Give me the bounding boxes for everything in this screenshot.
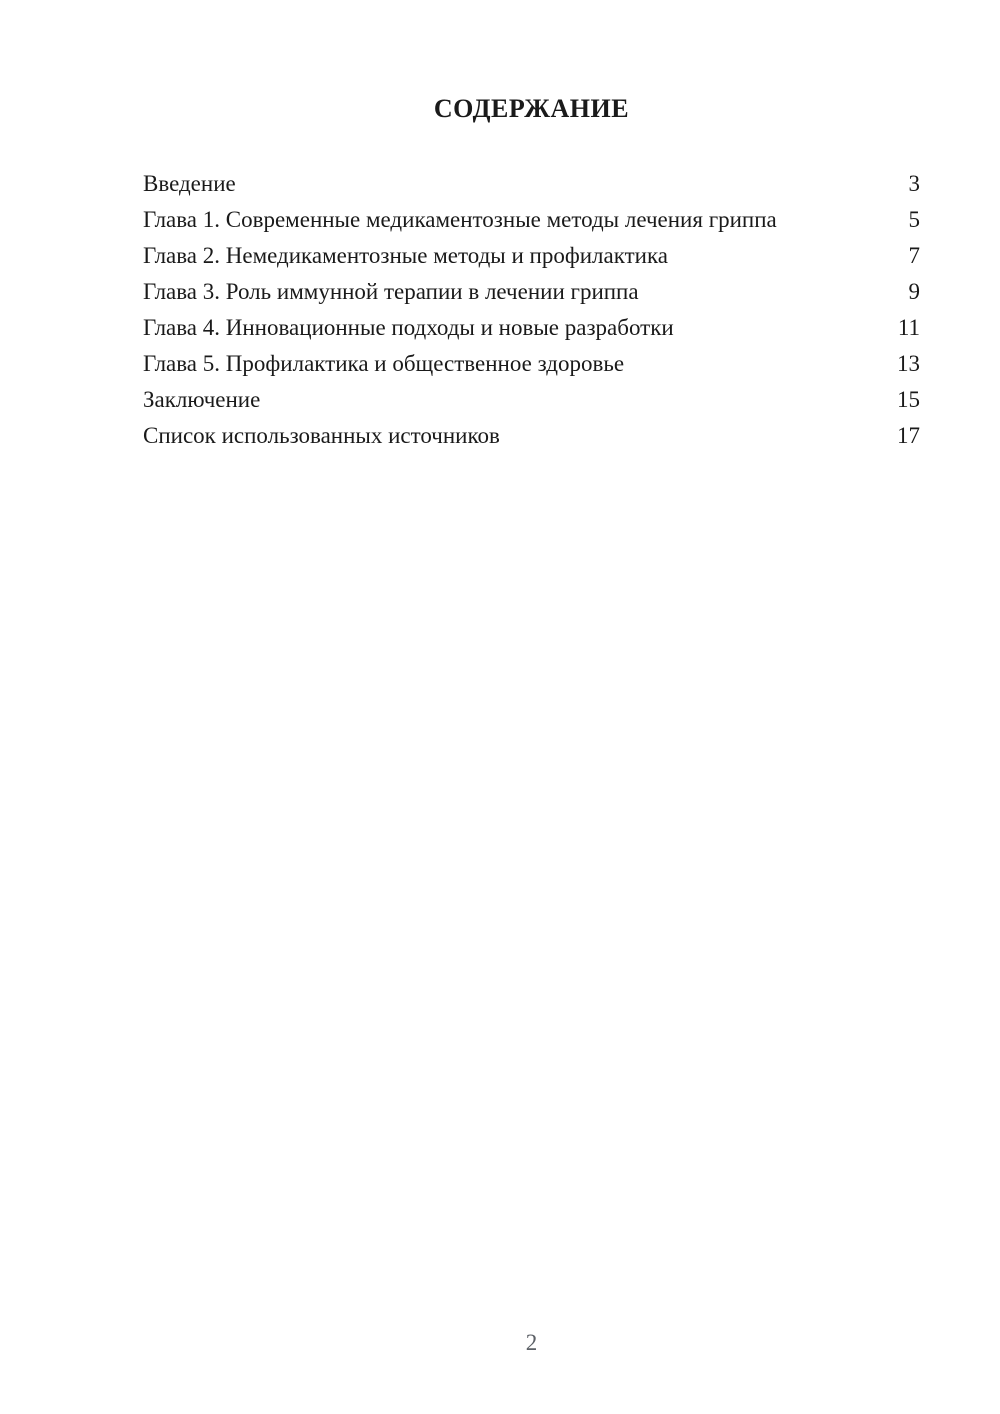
page-title: СОДЕРЖАНИЕ xyxy=(433,94,630,123)
toc-entry-page-number: 15 xyxy=(897,387,920,412)
toc-entry-label: Глава 5. Профилактика и общественное здоровье xyxy=(143,351,625,376)
toc-entry-label: Глава 1. Современные медикаментозные методы лечения гриппа xyxy=(143,207,777,232)
toc-entry-page-number: 13 xyxy=(897,351,920,376)
footer-page-number: 2 xyxy=(525,1330,538,1355)
table-of-contents xyxy=(143,166,920,454)
toc-entry-label: Глава 4. Инновационные подходы и новые разработки xyxy=(143,315,674,340)
toc-entry-label: Глава 3. Роль иммунной терапии в лечении гриппа xyxy=(143,279,639,304)
toc-entry xyxy=(143,310,920,346)
toc-entry-label: Заключение xyxy=(143,387,261,412)
toc-entry-page-number: 17 xyxy=(897,423,920,448)
toc-entry-label: Введение xyxy=(143,171,236,196)
toc-entry xyxy=(143,238,920,274)
toc-entry xyxy=(143,346,920,382)
toc-entry xyxy=(143,418,920,454)
toc-entry xyxy=(143,166,920,202)
toc-entry xyxy=(143,274,920,310)
toc-entry-page-number: 11 xyxy=(897,315,920,340)
toc-entry-page-number: 9 xyxy=(908,279,920,304)
toc-entry-label: Список использованных источников xyxy=(143,423,500,448)
toc-entry xyxy=(143,382,920,418)
toc-entry-page-number: 3 xyxy=(908,171,920,196)
toc-entry xyxy=(143,202,920,238)
toc-entry-page-number: 5 xyxy=(908,207,920,232)
content-column xyxy=(143,0,920,454)
toc-entry-label: Глава 2. Немедикаментозные методы и профилактика xyxy=(143,243,669,268)
toc-entry-page-number: 7 xyxy=(908,243,920,268)
